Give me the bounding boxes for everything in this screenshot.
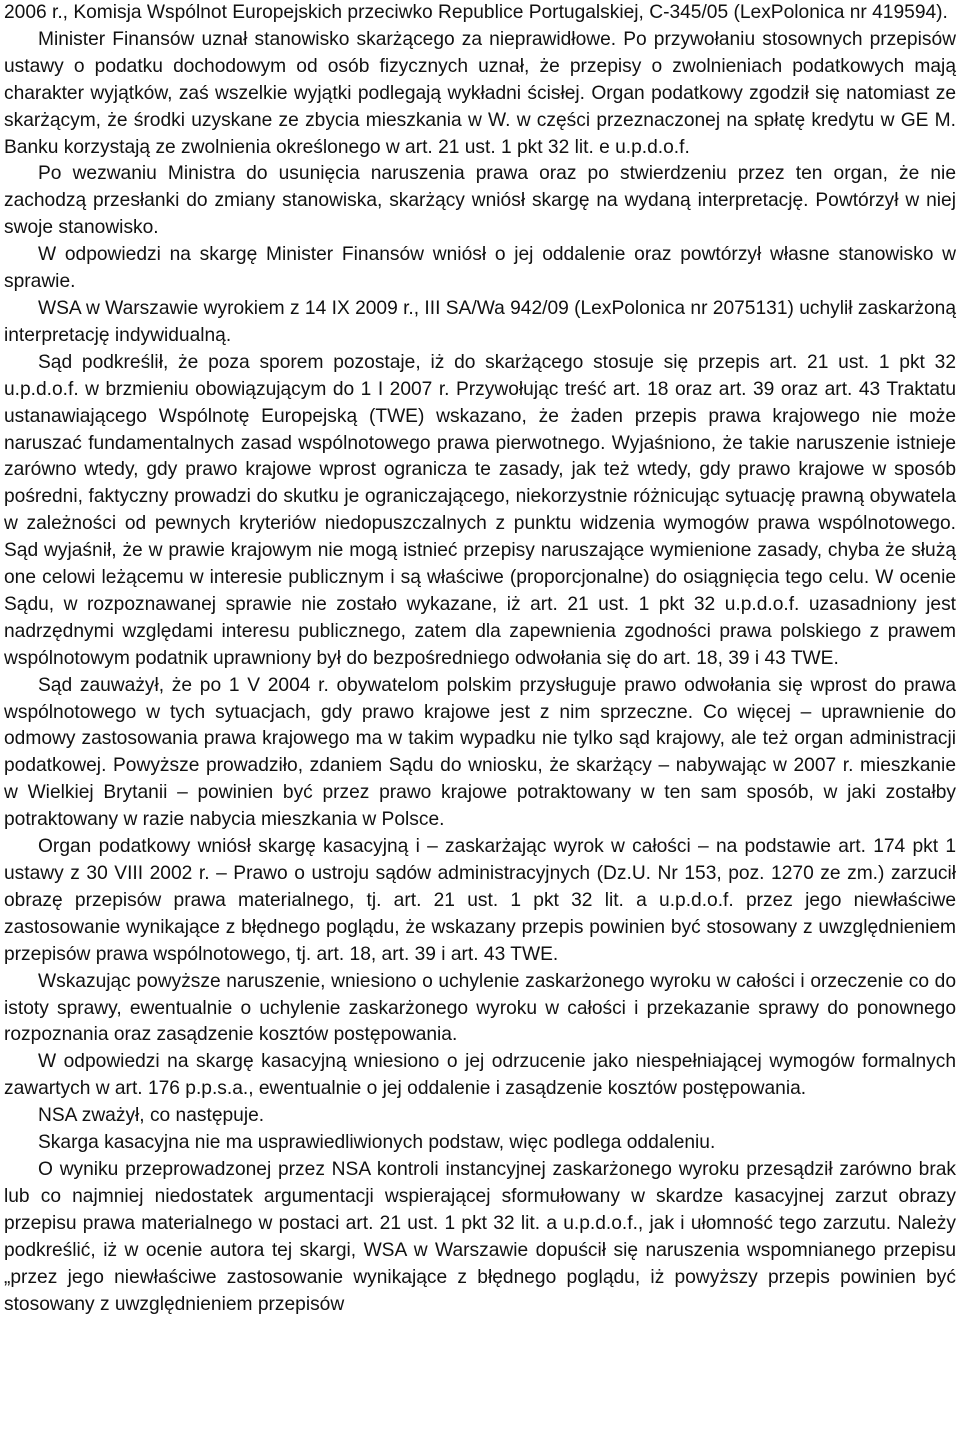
paragraph: O wyniku przeprowadzonej przez NSA kontroli instancyjnej zaskarżonego wyroku przesądził zarówno brak lub co najmniej niedostatek argumentacji wspierającej sformułowany w skardze kasacyjnej zarzut obrazy przepisu prawa materialnego w postaci art. 21 ust. 1 pkt 32 lit. a u.p.d.o.f., jak i ułomność tego zarzutu. Należy podkreślić, iż w ocenie autora tej skargi, WSA w Warszawie dopuścił się naruszenia wspomnianego przepisu „przez jego niewłaściwe zastosowanie wynikające z błędnego poglądu, iż powyższy przepis powinien być stosowany z uwzględnieniem przepisów [4,1158,956,1315]
paragraph: Sąd zauważył, że po 1 V 2004 r. obywatelom polskim przysługuje prawo odwołania się wprost do prawa wspólnotowego w tych sytuacjach, gdy prawo krajowe jest z nim sprzeczne. Co więcej – uprawnienie do odmowy zastosowania prawa krajowego ma w takim wypadku nie tylko sąd krajowy, ale też organ administracji podatkowej. Powyższe prowadziło, zdaniem Sądu do wniosku, że skarżący – nabywając w 2007 r. mieszkanie w Wielkiej Brytanii – powinien być przez prawo krajowe potraktowany w ten sam sposób, w jaki zostałby potraktowany w razie nabycia mieszkania w Polsce. [4,674,956,831]
paragraph: Po wezwaniu Ministra do usunięcia naruszenia prawa oraz po stwierdzeniu przez ten organ, że nie zachodzą przesłanki do zmiany stanowiska, skarżący wniósł skargę na wydaną interpretację. Powtórzył w niej swoje stanowisko. [4,163,956,239]
paragraph: Skarga kasacyjna nie ma usprawiedliwionych podstaw, więc podlega oddaleniu. [38,1132,716,1154]
paragraph: WSA w Warszawie wyrokiem z 14 IX 2009 r., III SA/Wa 942/09 (LexPolonica nr 2075131) uchylił zaskarżoną interpretację indywidualną. [4,297,956,346]
paragraph: Minister Finansów uznał stanowisko skarżącego za nieprawidłowe. Po przywołaniu stosownych przepisów ustawy o podatku dochodowym od osób fizycznych uznał, że przepisy o zwolnieniach podatkowych mają charakter wyjątków, zaś wszelkie wyjątki podlegają wykładni ścisłej. Organ podatkowy zgodził się natomiast ze skarżącym, że środki uzyskane ze zbycia mieszkania w W. w części przeznaczonej na spłatę kredytu w GE M. Banku korzystają ze zwolnienia określonego w art. 21 ust. 1 pkt 32 lit. e u.p.d.o.f. [4,28,956,158]
paragraph: Organ podatkowy wniósł skargę kasacyjną i – zaskarżając wyrok w całości – na podstawie art. 174 pkt 1 ustawy z 30 VIII 2002 r. – Prawo o ustroju sądów administracyjnych (Dz.U. Nr 153, poz. 1270 ze zm.) zarzucił obrazę przepisów prawa materialnego, tj. art. 21 ust. 1 pkt 32 lit. a u.p.d.o.f. przez jego niewłaściwe zastosowanie wynikające z błędnego poglądu, że wskazany przepis powinien być stosowany z uwzględnieniem przepisów prawa wspólnotowego, tj. art. 18, art. 39 i art. 43 TWE. [4,836,956,965]
paragraph: Sąd podkreślił, że poza sporem pozostaje, iż do skarżącego stosuje się przepis art. 21 ust. 1 pkt 32 u.p.d.o.f. w brzmieniu obowiązującym do 1 I 2007 r. Przywołując treść art. 18 oraz art. 39 oraz art. 43 Traktatu ustanawiającego Wspólnotę Europejską (TWE) wskazano, że żaden przepis prawa krajowego nie może naruszać fundamentalnych zasad wspólnotowego prawa pierwotnego. Wyjaśniono, że takie naruszenie istnieje zarówno wtedy, gdy prawo krajowe wprost ogranicza te zasady, jak też wtedy, gdy prawo krajowe w sposób pośredni, faktyczny prowadzi do skutku je ograniczającego, niekorzystnie różnicując sytuację prawną obywatela w zależności od pewnych kryteriów niedopuszczalnych z punktu widzenia wymogów prawa wspólnotowego. Sąd wyjaśnił, że w prawie krajowym nie mogą istnieć przepisy naruszające wymienione zasady, chyba że służą one celowi leżącemu w interesie publicznym i są właściwe (proporcjonalne) do osiągnięcia tego celu. W ocenie Sądu, w rozpoznawanej sprawie nie zostało wykazane, iż art. 21 ust. 1 pkt 32 u.p.d.o.f. uzasadniony jest nadrzędnymi względami interesu publicznego, zatem dla zapewnienia zgodności prawa polskiego z prawem wspólnotowym podatnik uprawniony był do bezpośredniego odwołania się do art. 18, 39 i 43 TWE. [4,351,956,669]
paragraph: NSA zważył, co następuje. [38,1105,265,1127]
paragraph: W odpowiedzi na skargę Minister Finansów wniósł o jej oddalenie oraz powtórzył własne stanowisko w sprawie. [4,244,956,293]
paragraph: 2006 r., Komisja Wspólnot Europejskich przeciwko Republice Portugalskiej, C-345/05 (LexPolonica nr 419594). [4,2,948,23]
paragraph: W odpowiedzi na skargę kasacyjną wniesiono o jej odrzucenie jako niespełniającej wymogów formalnych zawartych w art. 176 p.p.s.a., ewentualnie o jej oddalenie i zasądzenie kosztów postępowania. [4,1051,956,1100]
document-page [4,0,956,1318]
paragraph: Wskazując powyższe naruszenie, wniesiono o uchylenie zaskarżonego wyroku w całości i orzeczenie co do istoty sprawy, ewentualnie o uchylenie zaskarżonego wyroku w całości i przekazanie sprawy do ponownego rozpoznania oraz zasądzenie kosztów postępowania. [4,970,956,1046]
